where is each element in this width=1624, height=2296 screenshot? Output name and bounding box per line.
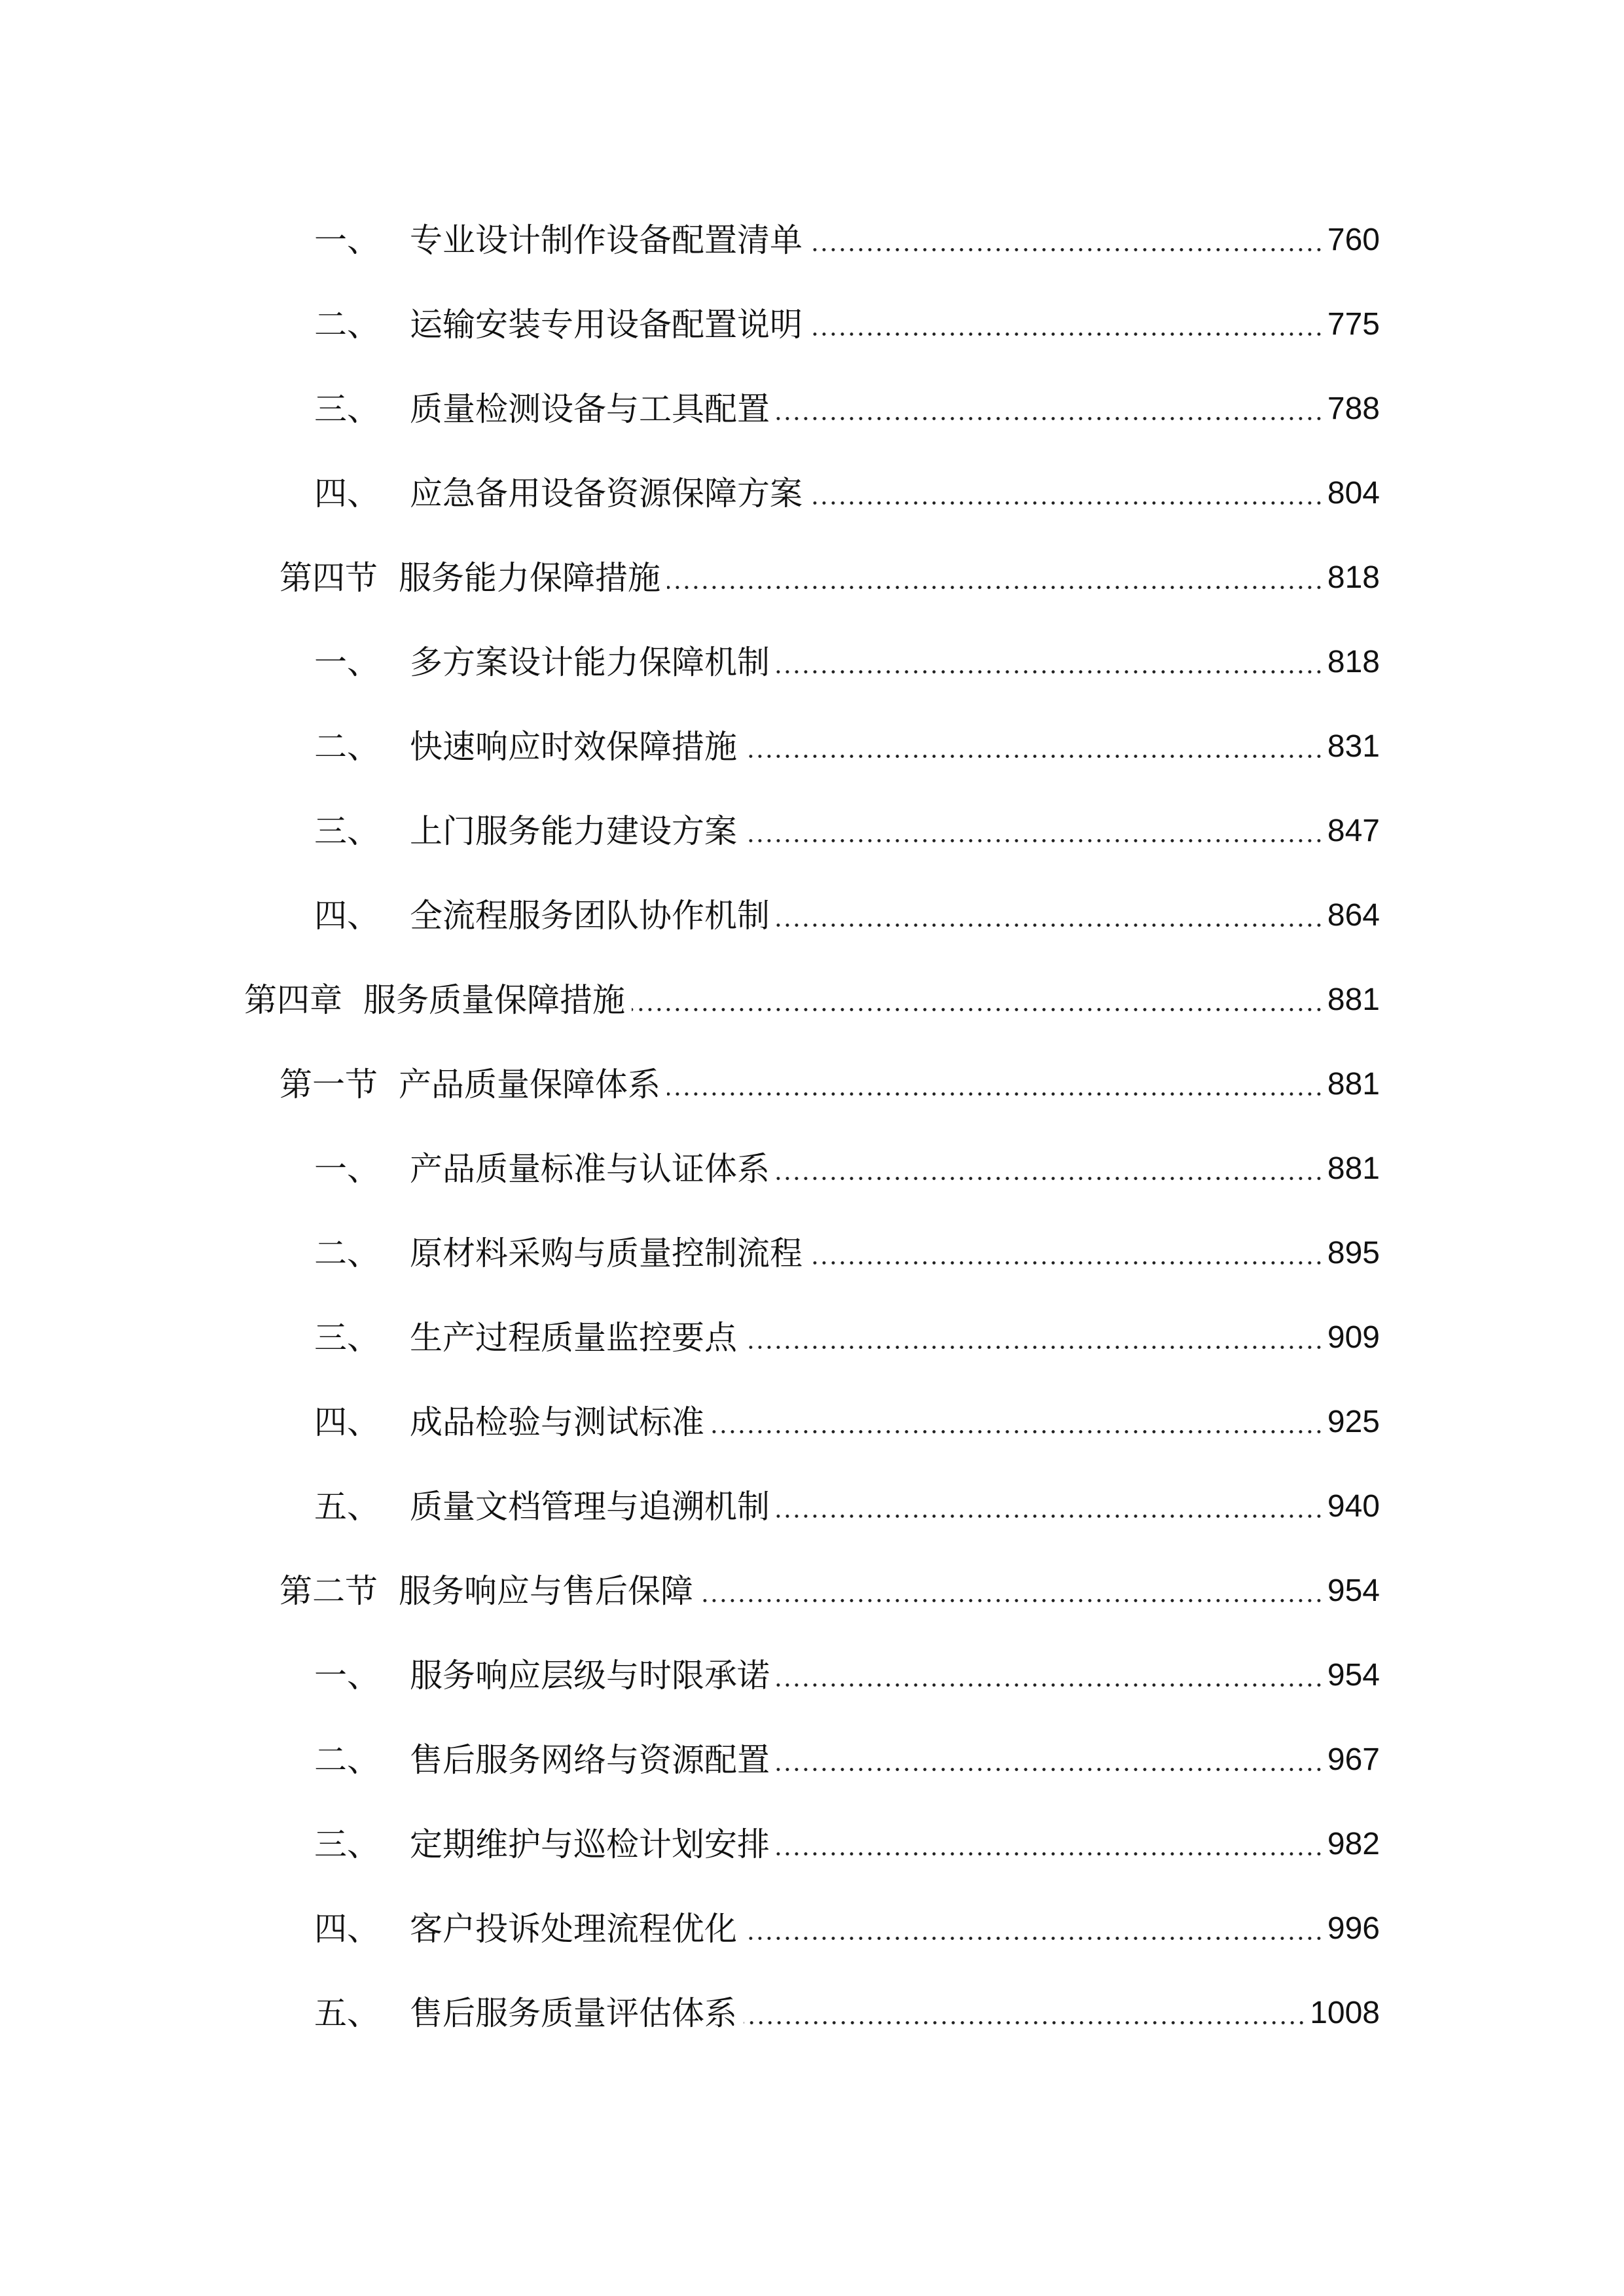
toc-entry-title: 售后服务网络与资源配置 <box>410 1741 770 1779</box>
dot-leader <box>776 924 1324 927</box>
toc-entry-page-number: 881 <box>1327 1151 1380 1186</box>
toc-entry-page-number: 954 <box>1327 1658 1380 1693</box>
toc-section-entry[interactable] <box>280 1052 1380 1117</box>
toc-entry-number: 二、 <box>314 1741 380 1779</box>
toc-entry[interactable] <box>314 1981 1380 2046</box>
toc-entry-title: 生产过程质量监控要点 <box>410 1319 737 1357</box>
dot-leader <box>667 1092 1324 1096</box>
toc-entry-title: 全流程服务团队协作机制 <box>410 897 770 935</box>
toc-section-entry[interactable] <box>280 1558 1380 1624</box>
toc-entry-title: 原材料采购与质量控制流程 <box>410 1234 803 1272</box>
dot-leader <box>632 1008 1324 1011</box>
dot-leader <box>776 670 1324 673</box>
toc-entry-page-number: 775 <box>1327 307 1380 342</box>
dot-leader <box>809 248 1324 251</box>
toc-entry-page-number: 864 <box>1327 898 1380 933</box>
toc-entry[interactable] <box>314 1727 1380 1793</box>
toc-entry-title: 定期维护与巡检计划安排 <box>410 1825 770 1863</box>
toc-entry[interactable] <box>314 630 1380 695</box>
toc-entry-page-number: 940 <box>1327 1489 1380 1524</box>
toc-entry-title: 服务响应层级与时限承诺 <box>410 1657 770 1695</box>
toc-entry-title: 产品质量保障体系 <box>399 1066 660 1103</box>
toc-entry-page-number: 788 <box>1327 391 1380 426</box>
toc-entry-page-number: 954 <box>1327 1573 1380 1608</box>
toc-entry-title: 应急备用设备资源保障方案 <box>410 475 803 512</box>
toc-entry-number: 四、 <box>314 1910 380 1948</box>
dot-leader <box>744 1346 1324 1349</box>
toc-entry-number: 一、 <box>314 643 380 681</box>
toc-entry-number: 五、 <box>314 1488 380 1526</box>
dot-leader <box>776 1683 1324 1687</box>
toc-entry-title: 上门服务能力建设方案 <box>410 812 737 850</box>
toc-entry-page-number: 818 <box>1327 645 1380 679</box>
toc-entry-number: 三、 <box>314 390 380 428</box>
toc-entry-title: 客户投诉处理流程优化 <box>410 1910 737 1948</box>
dot-leader <box>809 332 1324 336</box>
toc-entry[interactable] <box>314 207 1380 273</box>
toc-entry-title: 多方案设计能力保障机制 <box>410 643 770 681</box>
toc-entry-title: 成品检验与测试标准 <box>410 1403 704 1441</box>
toc-entry-number: 四、 <box>314 897 380 935</box>
toc-entry[interactable] <box>314 1305 1380 1371</box>
dot-leader <box>776 417 1324 420</box>
toc-entry[interactable] <box>314 883 1380 948</box>
toc-entry-title: 专业设计制作设备配置清单 <box>410 221 803 259</box>
toc-entry-page-number: 982 <box>1327 1827 1380 1861</box>
toc-entry-number: 第四章 <box>244 981 342 1019</box>
toc-entry-title: 服务质量保障措施 <box>363 981 625 1019</box>
toc-entry[interactable] <box>314 1136 1380 1202</box>
toc-entry[interactable] <box>314 1474 1380 1539</box>
toc-entry-title: 运输安装专用设备配置说明 <box>410 306 803 344</box>
toc-entry-number: 一、 <box>314 221 380 259</box>
dot-leader <box>744 839 1324 842</box>
toc-entry[interactable] <box>314 376 1380 442</box>
toc-entry-page-number: 967 <box>1327 1742 1380 1777</box>
toc-entry[interactable] <box>314 1896 1380 1962</box>
toc-entry-number: 二、 <box>314 306 380 344</box>
toc-entry-page-number: 925 <box>1327 1405 1380 1439</box>
toc-entry[interactable] <box>314 714 1380 780</box>
toc-entry-number: 三、 <box>314 1319 380 1357</box>
toc-entry-title: 产品质量标准与认证体系 <box>410 1150 770 1188</box>
toc-entry-number: 一、 <box>314 1657 380 1695</box>
toc-entry[interactable] <box>314 292 1380 357</box>
toc-entry[interactable] <box>314 1390 1380 1455</box>
toc-entry-title: 质量文档管理与追溯机制 <box>410 1488 770 1526</box>
toc-entry-number: 四、 <box>314 475 380 512</box>
toc-entry-page-number: 818 <box>1327 560 1380 595</box>
dot-leader <box>744 755 1324 758</box>
toc-entry-number: 第四节 <box>280 559 378 597</box>
dot-leader <box>809 1261 1324 1265</box>
toc-entry[interactable] <box>314 1221 1380 1286</box>
toc-entry-title: 售后服务质量评估体系 <box>410 1994 737 2032</box>
dot-leader <box>776 1177 1324 1180</box>
toc-entry-page-number: 831 <box>1327 729 1380 764</box>
toc-entry-number: 三、 <box>314 812 380 850</box>
toc-chapter-entry[interactable] <box>244 967 1380 1033</box>
toc-entry-number: 四、 <box>314 1403 380 1441</box>
dot-leader <box>776 1768 1324 1771</box>
toc-entry[interactable] <box>314 1643 1380 1708</box>
toc-entry-number: 一、 <box>314 1150 380 1188</box>
toc-entry-number: 二、 <box>314 1234 380 1272</box>
toc-section-entry[interactable] <box>280 545 1380 611</box>
dot-leader <box>776 1852 1324 1856</box>
toc-entry-page-number: 996 <box>1327 1911 1380 1946</box>
toc-entry-title: 快速响应时效保障措施 <box>410 728 737 766</box>
toc-entry-page-number: 1008 <box>1310 1996 1380 2030</box>
dot-leader <box>744 1937 1324 1940</box>
toc-entry-number: 三、 <box>314 1825 380 1863</box>
dot-leader <box>809 501 1324 505</box>
toc-entry-number: 第二节 <box>280 1572 378 1610</box>
toc-entry-page-number: 847 <box>1327 814 1380 848</box>
toc-entry-page-number: 895 <box>1327 1236 1380 1270</box>
toc-entry-page-number: 804 <box>1327 476 1380 511</box>
toc-entry[interactable] <box>314 1812 1380 1877</box>
toc-entry-title: 服务能力保障措施 <box>399 559 660 597</box>
toc-entry-number: 二、 <box>314 728 380 766</box>
toc-entry-number: 第一节 <box>280 1066 378 1103</box>
toc-entry-page-number: 760 <box>1327 223 1380 257</box>
dot-leader <box>700 1599 1324 1602</box>
toc-entry-title: 质量检测设备与工具配置 <box>410 390 770 428</box>
toc-entry-page-number: 881 <box>1327 1067 1380 1102</box>
dot-leader <box>744 2021 1306 2024</box>
dot-leader <box>667 586 1324 589</box>
toc-entry-page-number: 881 <box>1327 982 1380 1017</box>
toc-entry-page-number: 909 <box>1327 1320 1380 1355</box>
toc-entry-number: 五、 <box>314 1994 380 2032</box>
dot-leader <box>711 1430 1324 1433</box>
dot-leader <box>776 1515 1324 1518</box>
toc-entry-title: 服务响应与售后保障 <box>399 1572 693 1610</box>
toc-entry[interactable] <box>314 798 1380 864</box>
toc-entry[interactable] <box>314 461 1380 526</box>
